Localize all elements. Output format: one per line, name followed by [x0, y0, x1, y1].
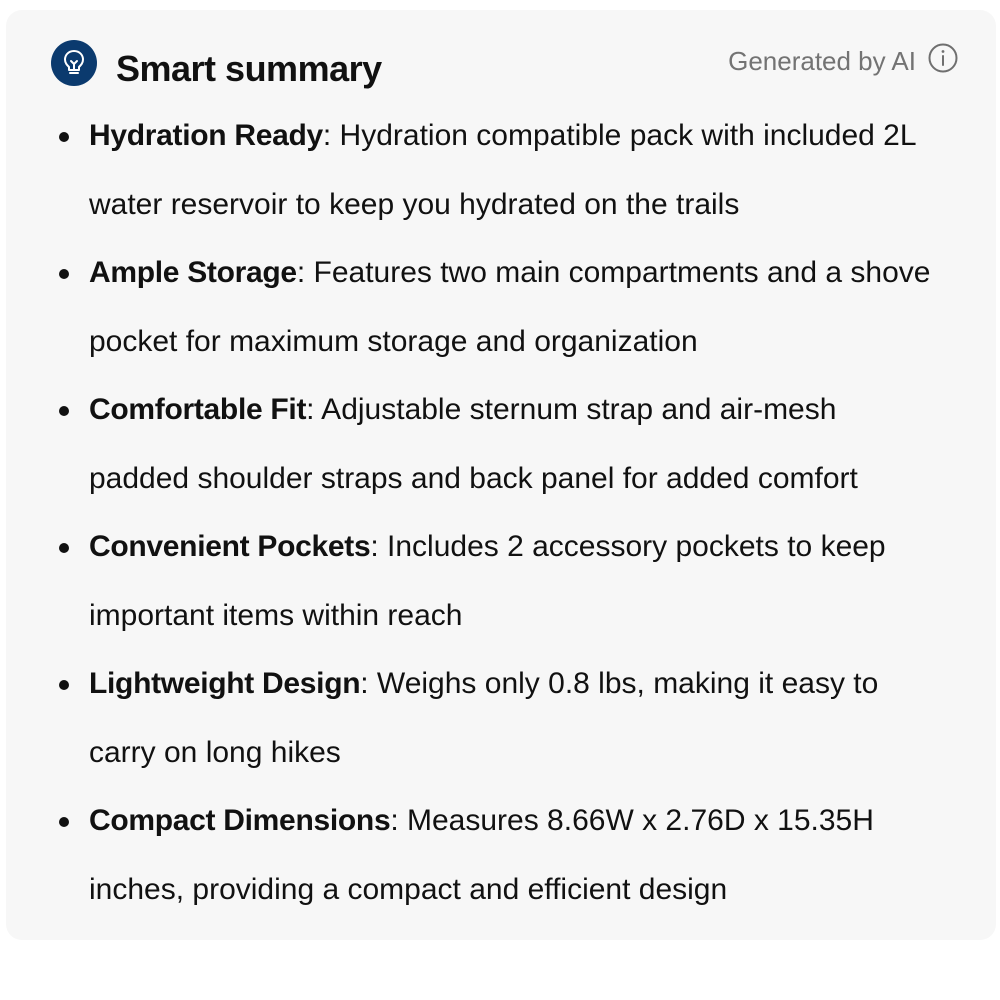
item-text: : Adjustable sternum strap and air-mesh padded shoulder straps and back panel for added comfort — [89, 393, 858, 495]
item-title: Compact Dimensions — [89, 804, 391, 837]
item-text: : Hydration compatible pack with included 2L water reservoir to keep you hydrated on the trails — [89, 119, 916, 221]
smart-summary-card — [6, 10, 996, 940]
list-item — [6, 102, 939, 239]
item-title: Convenient Pockets — [89, 530, 371, 563]
bullet-icon — [59, 680, 69, 690]
lightbulb-icon — [51, 40, 97, 86]
list-item — [6, 650, 939, 787]
bullet-icon — [59, 543, 69, 553]
list-item — [6, 239, 939, 376]
bullet-icon — [59, 817, 69, 827]
item-text: : Includes 2 accessory pockets to keep important items within reach — [89, 530, 886, 632]
item-text: : Features two main compartments and a shove pocket for maximum storage and organization — [89, 256, 931, 358]
item-text: : Measures 8.66W x 2.76D x 15.35H inches, providing a compact and efficient design — [89, 804, 874, 906]
item-title: Comfortable Fit — [89, 393, 307, 426]
page-title: Smart summary — [116, 48, 382, 89]
item-text: : Weighs only 0.8 lbs, making it easy to carry on long hikes — [89, 667, 879, 769]
item-title: Hydration Ready — [89, 119, 323, 152]
list-item — [6, 376, 939, 513]
list-item — [6, 787, 939, 924]
summary-header — [6, 10, 996, 110]
bullet-icon — [59, 132, 69, 142]
item-title: Ample Storage — [89, 256, 297, 289]
bullet-icon — [59, 406, 69, 416]
summary-list — [6, 102, 939, 924]
generated-by-ai-label: Generated by AI — [728, 46, 916, 76]
info-icon[interactable] — [928, 43, 958, 73]
bullet-icon — [59, 269, 69, 279]
item-title: Lightweight Design — [89, 667, 361, 700]
list-item — [6, 513, 939, 650]
